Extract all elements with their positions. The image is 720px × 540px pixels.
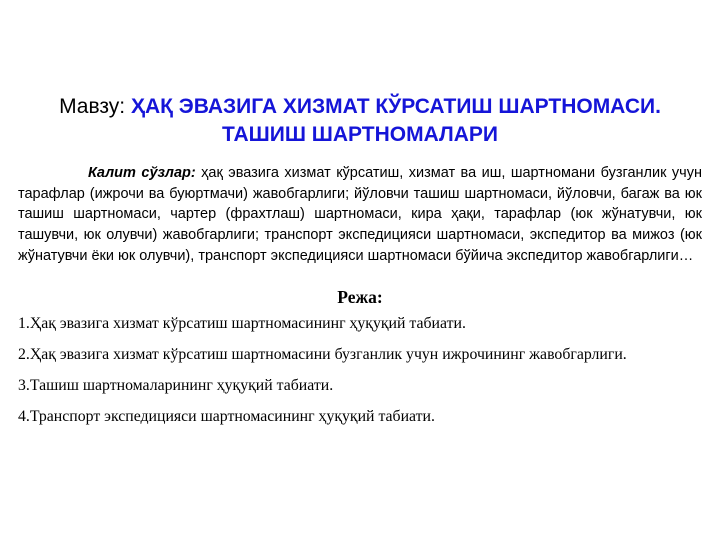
plan-heading: Режа: [337, 287, 383, 307]
slide-title [18, 93, 702, 149]
keywords-label: Калит сўзлар: [88, 165, 196, 181]
title-topic-line-2: ТАШИШ ШАРТНОМАЛАРИ [221, 123, 499, 146]
plan-item-1: 1.Ҳақ эвазига хизмат кўрсатиш шартномасининг ҳуқуқий табиати. [18, 315, 466, 332]
plan-item-2: 2.Ҳақ эвазига хизмат кўрсатиш шартномасини бузганлик учун ижрочининг жавобгарлиги. [18, 346, 627, 363]
title-topic-line-1: ҲАҚ ЭВАЗИГА ХИЗМАТ КЎРСАТИШ ШАРТНОМАСИ. [130, 95, 661, 118]
plan-item-3: 3.Ташиш шартномаларининг ҳуқуқий табиати. [18, 377, 334, 394]
title-prefix: Мавзу: [59, 95, 131, 118]
plan-item-4: 4.Транспорт экспедицияси шартномасининг ҳуқуқий табиати. [18, 408, 435, 425]
keywords-paragraph [18, 163, 702, 267]
keywords-text: ҳақ эвазига хизмат кўрсатиш, хизмат ва иш, шартномани бузганлик учун тарафлар (ижрочи ва буюртмачи) жавобгарлиги; йўловчи ташиш шартномаси, йўловчи, багаж ва юк ташиш шартномаси, чартер (фрахтлаш) шартномаси, кира ҳақи, тарафлар (юк жўнатувчи, юк ташувчи, юк олувчи) жавобгарлиги; транспорт экспедицияси шартномаси, экспедитор ва мижоз (юк жўнатувчи ёки юк олувчи), транспорт экспедицияси шартномаси бўйича экспедитор жавобгарлиги… [18, 165, 702, 264]
plan-list [18, 313, 700, 437]
